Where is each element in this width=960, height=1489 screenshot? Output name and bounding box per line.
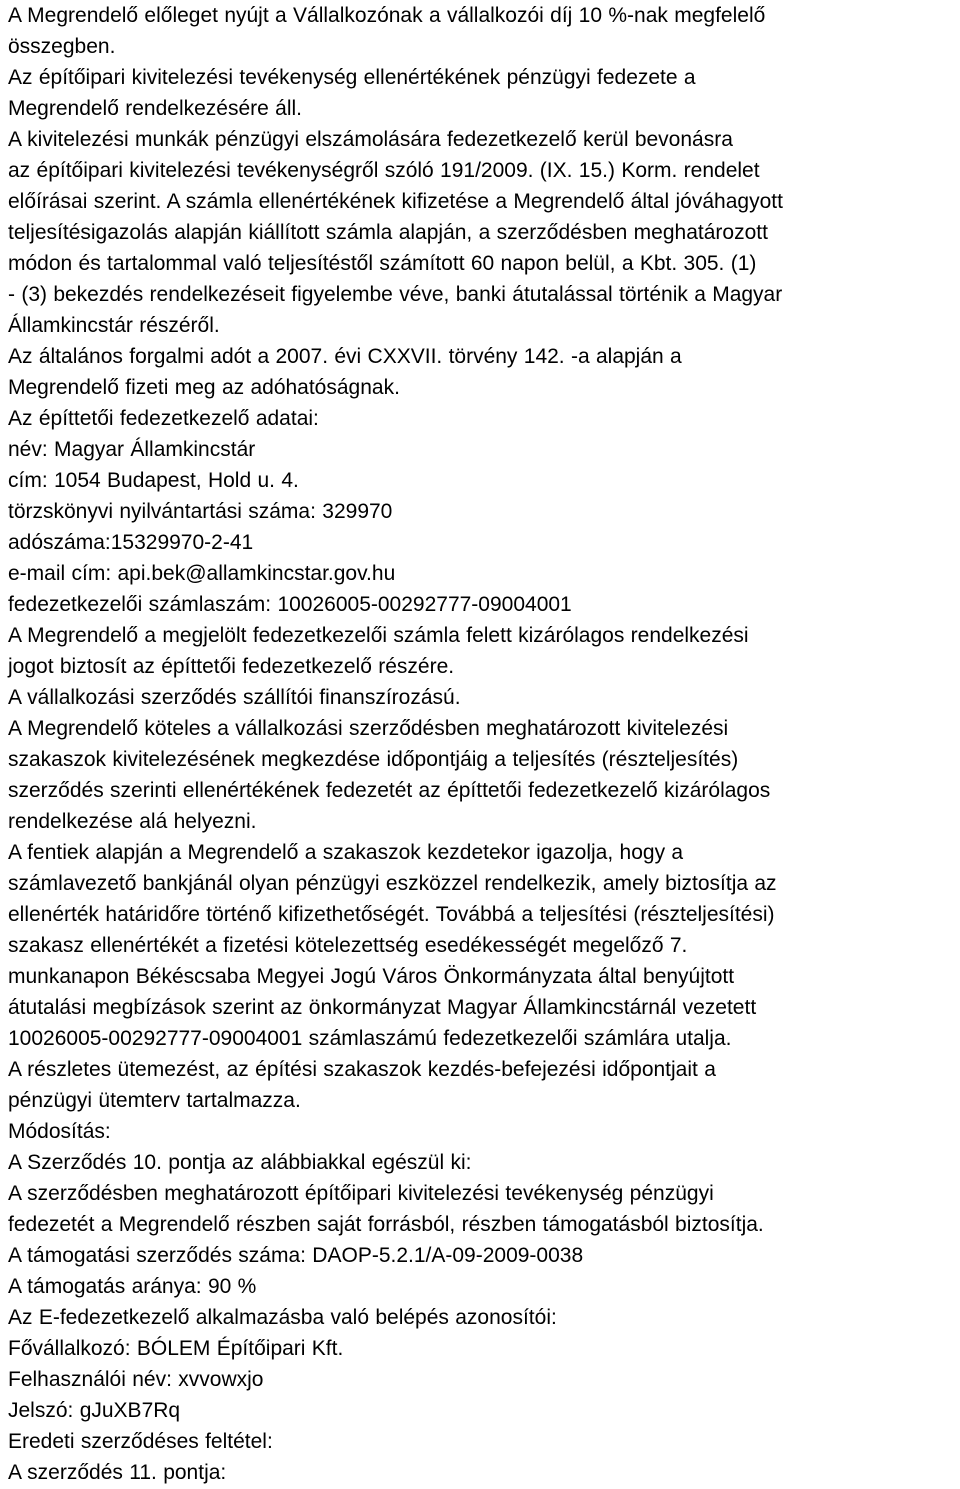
text-line: A támogatás aránya: 90 % <box>8 1275 257 1298</box>
text-line: jogot biztosít az építtetői fedezetkezelő részére. <box>8 655 455 678</box>
text-line: Megrendelő rendelkezésére áll. <box>8 97 303 120</box>
text-line: Megrendelő fizeti meg az adóhatóságnak. <box>8 376 400 399</box>
text-line: átutalási megbízások szerint az önkormányzat Magyar Államkincstárnál vezetett <box>8 996 757 1019</box>
text-line: cím: 1054 Budapest, Hold u. 4. <box>8 469 299 492</box>
contract-text <box>8 0 952 1488</box>
text-line: A szerződésben meghatározott építőipari kivitelezési tevékenység pénzügyi <box>8 1182 714 1205</box>
text-line: e-mail cím: api.bek@allamkincstar.gov.hu <box>8 562 396 585</box>
text-line: teljesítésigazolás alapján kiállított számla alapján, a szerződésben meghatározott <box>8 221 768 244</box>
text-line: A Szerződés 10. pontja az alábbiakkal egészül ki: <box>8 1151 472 1174</box>
text-line: módon és tartalommal való teljesítéstől számított 60 napon belül, a Kbt. 305. (1) <box>8 252 757 275</box>
text-line: A fentiek alapján a Megrendelő a szakaszok kezdetekor igazolja, hogy a <box>8 841 684 864</box>
text-line: 10026005-00292777-09004001 számlaszámú fedezetkezelői számlára utalja. <box>8 1027 732 1050</box>
text-line: rendelkezése alá helyezni. <box>8 810 257 833</box>
text-line: A támogatási szerződés száma: DAOP-5.2.1/A-09-2009-0038 <box>8 1244 584 1267</box>
text-line: adószáma:15329970-2-41 <box>8 531 254 554</box>
text-line: szerződés szerinti ellenértékének fedezetét az építtetői fedezetkezelő kizárólagos <box>8 779 771 802</box>
text-line: Felhasználói név: xvvowxjo <box>8 1368 264 1391</box>
text-line: A részletes ütemezést, az építési szakaszok kezdés-befejezési időpontjait a <box>8 1058 716 1081</box>
text-line: törzskönyvi nyilvántartási száma: 329970 <box>8 500 393 523</box>
text-line: Az E-fedezetkezelő alkalmazásba való belépés azonosítói: <box>8 1306 557 1329</box>
text-line: A Megrendelő előleget nyújt a Vállalkozónak a vállalkozói díj 10 %-nak megfelelő <box>8 4 766 27</box>
text-line: - (3) bekezdés rendelkezéseit figyelembe véve, banki átutalással történik a Magyar <box>8 283 783 306</box>
text-line: Jelszó: gJuXB7Rq <box>8 1399 181 1422</box>
text-line: Módosítás: <box>8 1120 111 1143</box>
text-line: összegben. <box>8 35 116 58</box>
text-line: név: Magyar Államkincstár <box>8 438 256 461</box>
text-line: számlavezető bankjánál olyan pénzügyi eszközzel rendelkezik, amely biztosítja az <box>8 872 777 895</box>
text-line: A Megrendelő a megjelölt fedezetkezelői számla felett kizárólagos rendelkezési <box>8 624 749 647</box>
text-line: ellenérték határidőre történő kifizethetőségét. Továbbá a teljesítési (részteljesítési) <box>8 903 775 926</box>
text-line: Államkincstár részéről. <box>8 314 220 337</box>
text-line: pénzügyi ütemterv tartalmazza. <box>8 1089 301 1112</box>
text-line: Eredeti szerződéses feltétel: <box>8 1430 273 1453</box>
text-line: fedezetkezelői számlaszám: 10026005-00292777-09004001 <box>8 593 572 616</box>
text-line: Az általános forgalmi adót a 2007. évi CXXVII. törvény 142. -a alapján a <box>8 345 682 368</box>
text-line: A vállalkozási szerződés szállítói finanszírozású. <box>8 686 461 709</box>
text-line: előírásai szerint. A számla ellenértékének kifizetése a Megrendelő által jóváhagyott <box>8 190 783 213</box>
text-line: A kivitelezési munkák pénzügyi elszámolására fedezetkezelő kerül bevonásra <box>8 128 733 151</box>
text-line: munkanapon Békéscsaba Megyei Jogú Város Önkormányzata által benyújtott <box>8 965 735 988</box>
text-line: A Megrendelő köteles a vállalkozási szerződésben meghatározott kivitelezési <box>8 717 729 740</box>
text-line: A szerződés 11. pontja: <box>8 1461 227 1484</box>
text-line: fedezetét a Megrendelő részben saját forrásból, részben támogatásból biztosítja. <box>8 1213 764 1236</box>
text-line: szakasz ellenértékét a fizetési kötelezettség esedékességét megelőző 7. <box>8 934 688 957</box>
text-line: szakaszok kivitelezésének megkezdése időpontjáig a teljesítés (részteljesítés) <box>8 748 739 771</box>
text-line: az építőipari kivitelezési tevékenységről szóló 191/2009. (IX. 15.) Korm. rendelet <box>8 159 760 182</box>
text-line: Az építtetői fedezetkezelő adatai: <box>8 407 319 430</box>
text-line: Fővállalkozó: BÓLEM Építőipari Kft. <box>8 1337 344 1360</box>
text-line: Az építőipari kivitelezési tevékenység ellenértékének pénzügyi fedezete a <box>8 66 696 89</box>
